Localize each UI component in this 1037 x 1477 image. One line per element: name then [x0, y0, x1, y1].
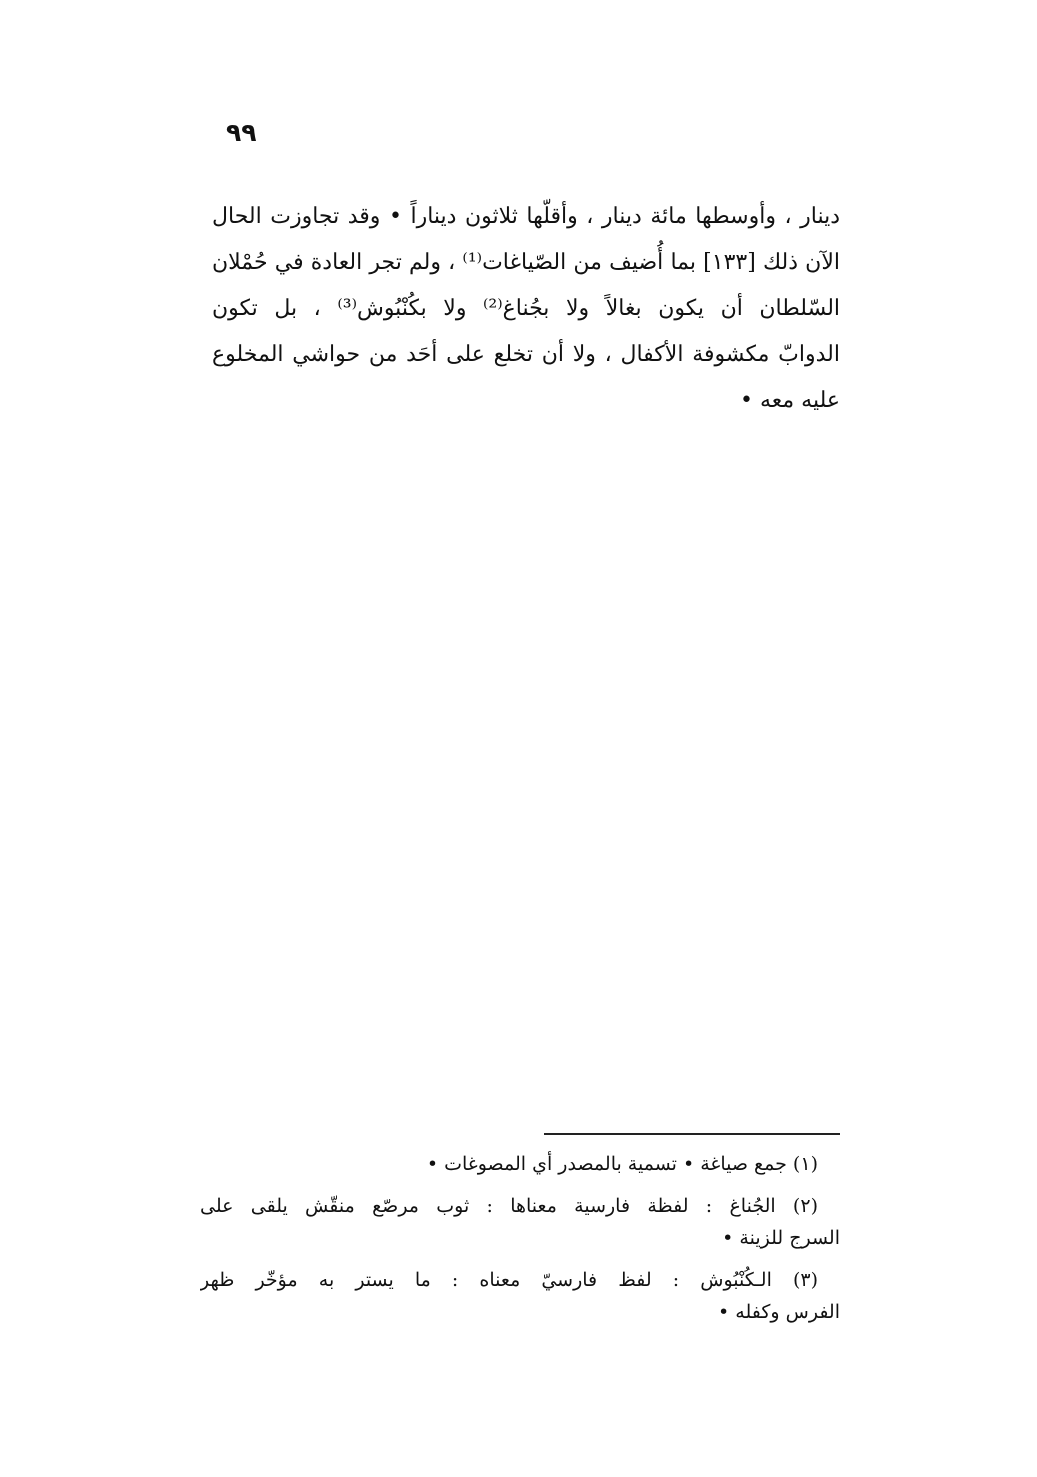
footnote-line: (١) جمع صياغة • تسمية بالمصدر أي المصوغات •	[426, 1153, 818, 1175]
footnote-line: السرج للزينة •	[722, 1227, 840, 1249]
paragraph-line: عليه معه •	[740, 388, 840, 413]
footnotes	[200, 1148, 840, 1338]
footnote-3	[200, 1264, 840, 1328]
footnote-line: (٣) الـكُنْبُوش : لفظ فارسيّ معناه : ما يستر به مؤخّر ظهر	[200, 1269, 818, 1291]
paragraph-line: الدوابّ مكشوفة الأكفال ، ولا أن تخلع على أحَد من حواشي المخلوع	[212, 342, 840, 367]
paragraph-line: دينار ، وأوسطها مائة دينار ، وأقلّها ثلاثون ديناراً • وقد تجاوزت الحال	[212, 204, 840, 229]
footnote-2	[200, 1190, 840, 1254]
paragraph-line: السّلطان أن يكون بغالاً ولا بجُناغ⁽²⁾ ولا بكُنْبُوش⁽³⁾ ، بل تكون	[212, 296, 840, 321]
footnote-line: الفرس وكفله •	[718, 1301, 840, 1323]
footnote-divider	[544, 1133, 840, 1135]
footnote-1	[200, 1148, 840, 1180]
footnote-line: (٢) الجُناغ : لفظة فارسية معناها : ثوب مرصّع منقّش يلقى على	[200, 1195, 818, 1217]
paragraph-line: الآن ذلك [١٣٣] بما أُضيف من الصّياغات⁽¹⁾ ، ولم تجر العادة في حُمْلان	[212, 250, 840, 275]
page-number: ٩٩	[226, 118, 257, 147]
main-paragraph	[212, 194, 840, 424]
